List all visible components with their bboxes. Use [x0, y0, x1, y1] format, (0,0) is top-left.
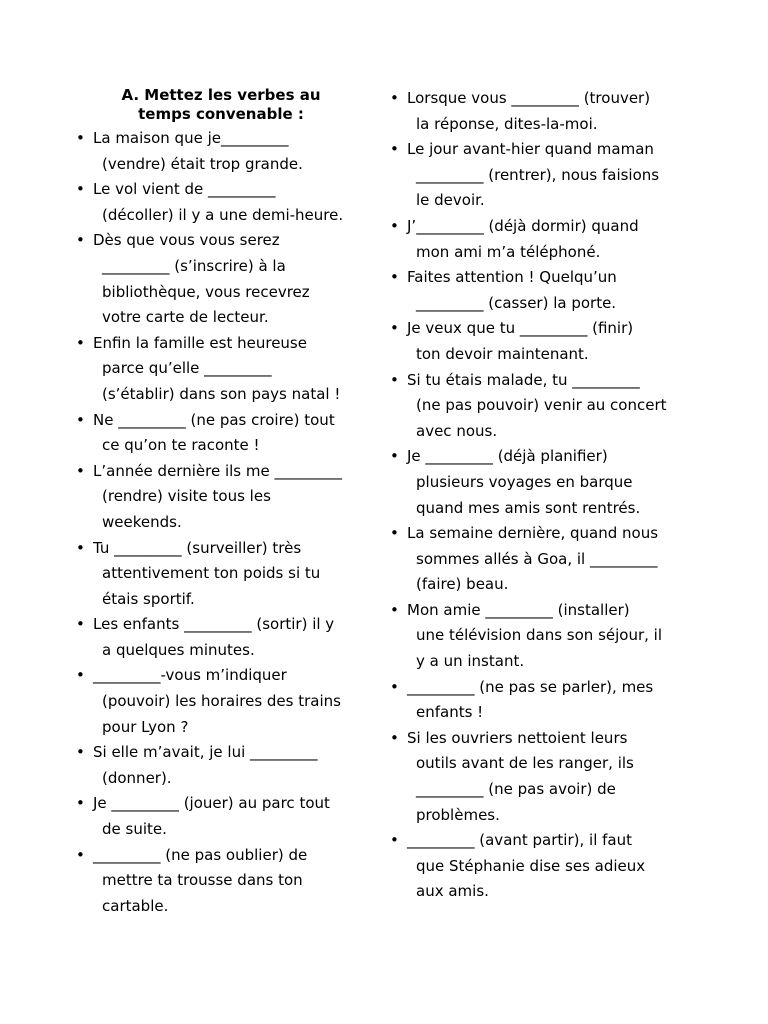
exercise-item: [390, 521, 690, 598]
exercise-item: [76, 740, 366, 791]
bullet-icon: •: [76, 333, 85, 352]
exercise-text-line: weekends.: [102, 512, 182, 531]
exercise-text-line: Enfin la famille est heureuse: [93, 333, 307, 352]
exercise-item: [76, 126, 366, 177]
exercise-item: [390, 137, 690, 214]
exercise-text-line: _________ (ne pas se parler), mes: [407, 677, 654, 696]
exercise-text-line: Si les ouvriers nettoient leurs: [407, 728, 628, 747]
exercise-text-line: Ne _________ (ne pas croire) tout: [93, 410, 335, 429]
exercise-text-line: (décoller) il y a une demi-heure.: [102, 205, 344, 224]
bullet-icon: •: [76, 461, 85, 480]
exercise-text-line: pour Lyon ?: [102, 717, 189, 736]
exercise-item: [390, 598, 690, 675]
exercise-text-line: a quelques minutes.: [102, 640, 255, 659]
exercise-item: [76, 459, 366, 536]
exercise-item: [76, 663, 366, 740]
exercise-item: [76, 536, 366, 613]
exercise-text-line: cartable.: [102, 896, 169, 915]
exercise-text-line: (ne pas pouvoir) venir au concert: [416, 396, 667, 415]
exercise-text-line: quand mes amis sont rentrés.: [416, 498, 641, 517]
exercise-text-line: J’_________ (déjà dormir) quand: [407, 216, 639, 235]
exercise-item: [390, 675, 690, 726]
exercise-text-line: _________ (casser) la porte.: [416, 293, 617, 312]
bullet-icon: •: [76, 794, 85, 813]
exercise-item: [76, 612, 366, 663]
exercise-text-line: que Stéphanie dise ses adieux: [416, 856, 646, 875]
exercise-text-line: (faire) beau.: [416, 575, 509, 594]
left-column: [76, 86, 366, 919]
exercise-text-line: aux amis.: [416, 882, 489, 901]
bullet-icon: •: [76, 615, 85, 634]
exercise-text-line: _________ (avant partir), il faut: [407, 831, 632, 850]
exercise-text-line: Je _________ (déjà planifier): [407, 447, 608, 466]
exercise-text-line: ton devoir maintenant.: [416, 344, 589, 363]
exercise-text-line: Mon amie _________ (installer): [407, 600, 630, 619]
left-exercise-list: [76, 126, 366, 919]
exercise-text-line: mettre ta trousse dans ton: [102, 871, 303, 890]
exercise-text-line: la réponse, dites-la-moi.: [416, 114, 598, 133]
right-column: [390, 86, 690, 905]
exercise-item: [390, 214, 690, 265]
exercise-text-line: Le vol vient de _________: [93, 180, 276, 199]
exercise-text-line: votre carte de lecteur.: [102, 308, 269, 327]
bullet-icon: •: [76, 231, 85, 250]
bullet-icon: •: [76, 129, 85, 147]
bullet-icon: •: [390, 677, 399, 696]
exercise-item: [76, 331, 366, 408]
exercise-item: [390, 368, 690, 445]
exercise-item: [76, 177, 366, 228]
exercise-text-line: Je veux que tu _________ (finir): [407, 319, 634, 338]
exercise-text-line: le devoir.: [416, 191, 485, 210]
bullet-icon: •: [76, 180, 85, 199]
exercise-text-line: Faites attention ! Quelqu’un: [407, 268, 617, 287]
exercise-text-line: _________ (ne pas oublier) de: [93, 845, 308, 864]
exercise-text-line: outils avant de les ranger, ils: [416, 754, 634, 773]
bullet-icon: •: [76, 538, 85, 557]
exercise-text-line: bibliothèque, vous recevrez: [102, 282, 310, 301]
exercise-text-line: Tu _________ (surveiller) très: [93, 538, 302, 557]
exercise-text-line: La semaine dernière, quand nous: [407, 524, 659, 543]
exercise-text-line: Lorsque vous _________ (trouver): [407, 89, 651, 107]
exercise-text-line: mon ami m’a téléphoné.: [416, 242, 601, 261]
bullet-icon: •: [390, 140, 399, 159]
heading-line-2: temps convenable :: [138, 105, 304, 123]
bullet-icon: •: [390, 447, 399, 466]
exercise-text-line: (s’établir) dans son pays natal !: [102, 384, 341, 403]
bullet-icon: •: [390, 216, 399, 235]
exercise-text-line: L’année dernière ils me _________: [93, 461, 342, 480]
exercise-heading: [76, 86, 356, 124]
bullet-icon: •: [390, 728, 399, 747]
bullet-icon: •: [390, 831, 399, 850]
exercise-text-line: y a un instant.: [416, 652, 525, 671]
exercise-item: [76, 408, 366, 459]
bullet-icon: •: [390, 89, 399, 107]
bullet-icon: •: [390, 370, 399, 389]
exercise-text-line: (rendre) visite tous les: [102, 487, 271, 506]
exercise-item: [390, 726, 690, 828]
exercise-text-line: une télévision dans son séjour, il: [416, 626, 662, 645]
exercise-text-line: sommes allés à Goa, il _________: [416, 549, 658, 568]
right-exercise-list: [390, 86, 690, 905]
exercise-text-line: ce qu’on te raconte !: [102, 436, 260, 455]
exercise-text-line: La maison que je_________: [93, 129, 289, 147]
exercise-item: [390, 828, 690, 905]
exercise-item: [76, 843, 366, 920]
exercise-text-line: (vendre) était trop grande.: [102, 154, 303, 173]
exercise-item: [76, 228, 366, 330]
exercise-text-line: parce qu’elle _________: [102, 359, 272, 378]
exercise-text-line: Si tu étais malade, tu _________: [407, 370, 640, 389]
bullet-icon: •: [390, 319, 399, 338]
bullet-icon: •: [76, 666, 85, 685]
exercise-text-line: Si elle m’avait, je lui _________: [93, 743, 318, 762]
exercise-text-line: (pouvoir) les horaires des trains: [102, 692, 341, 711]
exercise-text-line: avec nous.: [416, 421, 498, 440]
bullet-icon: •: [390, 600, 399, 619]
exercise-item: [390, 265, 690, 316]
bullet-icon: •: [76, 845, 85, 864]
bullet-icon: •: [390, 524, 399, 543]
bullet-icon: •: [76, 410, 85, 429]
exercise-text-line: Je _________ (jouer) au parc tout: [93, 794, 330, 813]
exercise-text-line: problèmes.: [416, 805, 500, 824]
exercise-item: [390, 86, 690, 137]
exercise-text-line: _________ (ne pas avoir) de: [416, 780, 616, 799]
exercise-item: [390, 444, 690, 521]
bullet-icon: •: [390, 268, 399, 287]
exercise-text-line: _________-vous m’indiquer: [93, 666, 287, 685]
exercise-text-line: _________ (s’inscrire) à la: [102, 256, 286, 275]
exercise-text-line: plusieurs voyages en barque: [416, 472, 633, 491]
exercise-text-line: attentivement ton poids si tu: [102, 564, 321, 583]
exercise-text-line: Dès que vous vous serez: [93, 231, 280, 250]
exercise-text-line: de suite.: [102, 820, 167, 839]
exercise-text-line: Les enfants _________ (sortir) il y: [93, 615, 335, 634]
exercise-item: [76, 791, 366, 842]
exercise-text-line: étais sportif.: [102, 589, 195, 608]
exercise-text-line: Le jour avant-hier quand maman: [407, 140, 654, 159]
heading-line-1: A. Mettez les verbes au: [121, 86, 321, 104]
exercise-text-line: _________ (rentrer), nous faisions: [416, 165, 660, 184]
exercise-item: [390, 316, 690, 367]
exercise-text-line: (donner).: [102, 768, 172, 787]
bullet-icon: •: [76, 743, 85, 762]
exercise-text-line: enfants !: [416, 703, 484, 722]
